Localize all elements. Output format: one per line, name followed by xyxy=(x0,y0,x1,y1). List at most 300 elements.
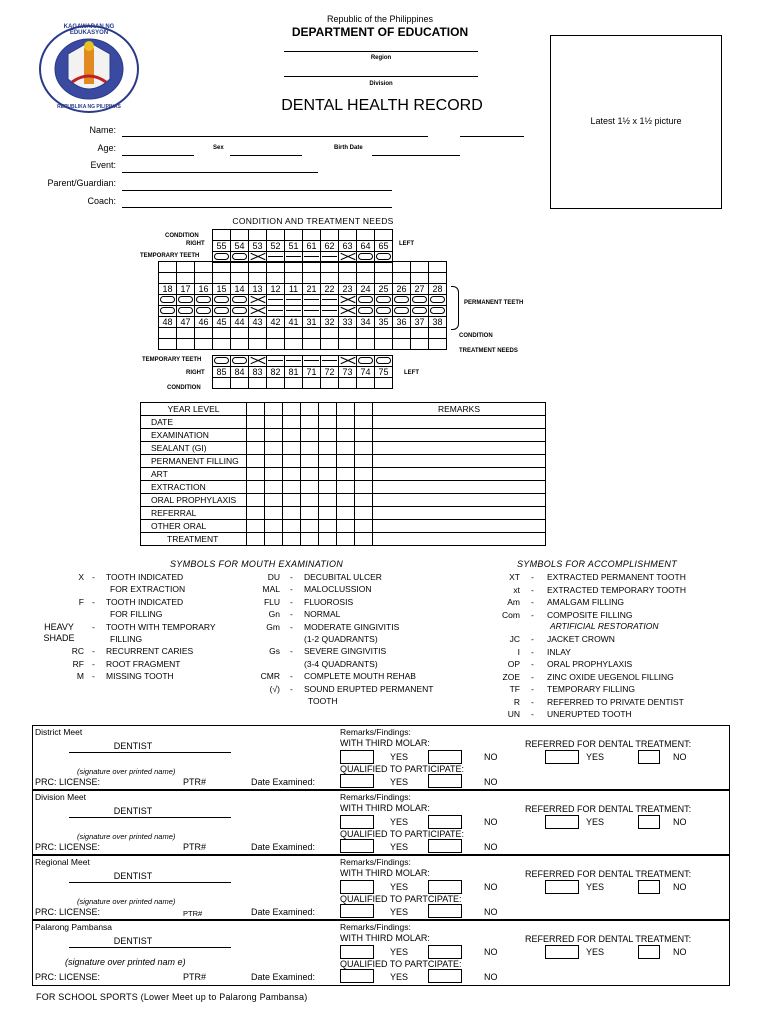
year-cell[interactable] xyxy=(355,533,373,546)
tooth-number: 26 xyxy=(393,284,411,295)
year-cell[interactable] xyxy=(355,403,373,416)
tooth-icon[interactable] xyxy=(214,253,229,260)
tooth-icon[interactable] xyxy=(376,296,391,303)
ptr-label: PTR# xyxy=(183,909,203,918)
symbol-desc: TOOTH INDICATED xyxy=(106,572,184,582)
symbol-desc: COMPLETE MOUTH REHAB xyxy=(304,671,416,682)
year-cell[interactable] xyxy=(319,494,337,507)
bracket-icon xyxy=(451,286,459,330)
photo-box[interactable] xyxy=(550,35,722,209)
name-field[interactable] xyxy=(122,136,428,137)
tooth-icon[interactable] xyxy=(430,307,445,314)
signature-label: (signature over printed name) xyxy=(77,897,176,906)
remarks-cell[interactable] xyxy=(373,481,546,494)
tooth-icon[interactable] xyxy=(358,253,373,260)
symbol-desc: NORMAL xyxy=(304,609,341,620)
year-cell[interactable] xyxy=(283,481,301,494)
tooth-number: 65 xyxy=(375,241,393,252)
year-cell[interactable] xyxy=(265,507,283,520)
year-cell[interactable] xyxy=(319,520,337,533)
tooth-number: 27 xyxy=(411,284,429,295)
qualified-yes-box[interactable] xyxy=(340,904,374,918)
third-molar-no-box[interactable] xyxy=(428,815,462,829)
year-row-label: EXAMINATION xyxy=(141,429,247,442)
symbol-desc: EXTRACTED TEMPORARY TOOTH xyxy=(547,584,687,595)
remarks-cell[interactable] xyxy=(373,533,546,546)
tooth-number: 32 xyxy=(321,317,339,328)
year-cell[interactable] xyxy=(355,494,373,507)
no-label: NO xyxy=(484,882,498,892)
meet-section xyxy=(32,725,730,790)
referred-no-box[interactable] xyxy=(638,880,660,894)
tooth-number: 55 xyxy=(213,241,231,252)
symbol-code: M xyxy=(76,671,84,682)
year-cell[interactable] xyxy=(247,455,265,468)
year-cell[interactable] xyxy=(355,416,373,429)
tooth-number: 13 xyxy=(249,284,267,295)
third-molar-label: WITH THIRD MOLAR: xyxy=(340,868,430,878)
tooth-icon[interactable] xyxy=(394,296,409,303)
tooth-icon[interactable] xyxy=(322,307,337,314)
tooth-icon[interactable] xyxy=(322,296,337,303)
remarks-cell[interactable] xyxy=(373,429,546,442)
tooth-icon[interactable] xyxy=(268,307,283,314)
tooth-icon[interactable] xyxy=(250,296,265,303)
dentist-signature-line[interactable] xyxy=(69,882,231,883)
symbol-dash: - xyxy=(290,671,293,682)
symbol-code: (√) xyxy=(269,683,280,694)
tooth-number: 82 xyxy=(267,367,285,378)
symbol-dash: - xyxy=(531,584,534,595)
symbol-desc: DECUBITAL ULCER xyxy=(304,572,382,582)
department-title: DEPARTMENT OF EDUCATION xyxy=(291,25,469,39)
coach-field[interactable] xyxy=(122,207,392,208)
yes-label: YES xyxy=(390,907,409,917)
third-molar-no-box[interactable] xyxy=(428,880,462,894)
year-cell[interactable] xyxy=(319,455,337,468)
year-cell[interactable] xyxy=(355,520,373,533)
year-cell[interactable] xyxy=(319,429,337,442)
tooth-number: 38 xyxy=(429,317,447,328)
symbol-code: I xyxy=(517,646,520,657)
symbol-code: FLU xyxy=(263,596,280,607)
republic-text: Republic of the Philippines xyxy=(326,14,434,24)
left-label-bottom: LEFT xyxy=(404,370,419,376)
year-cell[interactable] xyxy=(301,429,319,442)
year-cell[interactable] xyxy=(301,533,319,546)
region-label: Region xyxy=(370,55,392,61)
dentist-label: DENTIST xyxy=(113,871,153,881)
treatment-needs-label: TREATMENT NEEDS xyxy=(459,348,518,354)
permanent-teeth-label: PERMANENT TEETH xyxy=(464,300,524,306)
tooth-number: 51 xyxy=(285,241,303,252)
tooth-icon[interactable] xyxy=(286,357,301,364)
tooth-icon[interactable] xyxy=(214,307,229,314)
remarks-label: Remarks/Findings: xyxy=(340,792,411,802)
tooth-icon[interactable] xyxy=(376,357,391,364)
tooth-number: 16 xyxy=(195,284,213,295)
tooth-icon[interactable] xyxy=(376,253,391,260)
signature-label: (signature over printed nam e) xyxy=(65,957,186,967)
tooth-icon[interactable] xyxy=(340,307,355,314)
prc-license-label: PRC: LICENSE: xyxy=(35,907,101,917)
sex-field[interactable] xyxy=(230,155,302,156)
year-level-header: YEAR LEVEL xyxy=(141,403,247,416)
symbol-desc: TOOTH INDICATED xyxy=(106,596,184,607)
year-cell[interactable] xyxy=(337,481,355,494)
tooth-number: 24 xyxy=(357,284,375,295)
tooth-icon[interactable] xyxy=(412,296,427,303)
third-molar-yes-box[interactable] xyxy=(340,945,374,959)
year-cell[interactable] xyxy=(247,442,265,455)
tooth-icon[interactable] xyxy=(196,296,211,303)
year-cell[interactable] xyxy=(265,403,283,416)
tooth-number: 42 xyxy=(267,317,285,328)
symbol-desc: TEMPORARY FILLING xyxy=(547,684,636,694)
dentist-label: DENTIST xyxy=(113,741,153,751)
age-field[interactable] xyxy=(122,155,194,156)
referred-yes-box[interactable] xyxy=(545,750,579,764)
year-cell[interactable] xyxy=(355,429,373,442)
tooth-icon[interactable] xyxy=(160,296,175,303)
remarks-cell[interactable] xyxy=(373,416,546,429)
signature-label: (signature over printed name) xyxy=(77,767,176,776)
chart-title: CONDITION AND TREATMENT NEEDS xyxy=(232,216,394,226)
tooth-number: 28 xyxy=(429,284,447,295)
year-cell[interactable] xyxy=(283,455,301,468)
tooth-icon[interactable] xyxy=(430,296,445,303)
year-cell[interactable] xyxy=(301,494,319,507)
symbol-code: XT xyxy=(509,572,520,582)
tooth-number: 37 xyxy=(411,317,429,328)
dentist-signature-line[interactable] xyxy=(69,947,231,948)
symbol-dash: - xyxy=(290,683,293,694)
referred-no-box[interactable] xyxy=(638,945,660,959)
qualified-no-box[interactable] xyxy=(428,904,462,918)
tooth-icon[interactable] xyxy=(160,307,175,314)
year-cell[interactable] xyxy=(247,416,265,429)
year-cell[interactable] xyxy=(355,455,373,468)
ptr-label: PTR# xyxy=(183,777,207,787)
year-cell[interactable] xyxy=(337,533,355,546)
tooth-number: 75 xyxy=(375,367,393,378)
symbol-dash: - xyxy=(531,709,534,719)
year-row-label: EXTRACTION xyxy=(141,481,247,494)
year-cell[interactable] xyxy=(355,468,373,481)
remarks-cell[interactable] xyxy=(373,455,546,468)
year-cell[interactable] xyxy=(247,429,265,442)
referred-label: REFERRED FOR DENTAL TREATMENT: xyxy=(525,804,692,814)
year-cell[interactable] xyxy=(265,416,283,429)
tooth-number: 84 xyxy=(231,367,249,378)
third-molar-yes-box[interactable] xyxy=(340,815,374,829)
tooth-number: 54 xyxy=(231,241,249,252)
tooth-number: 33 xyxy=(339,317,357,328)
birth-date-field[interactable] xyxy=(372,155,460,156)
tooth-icon[interactable] xyxy=(376,307,391,314)
year-cell[interactable] xyxy=(337,468,355,481)
year-cell[interactable] xyxy=(265,481,283,494)
dentist-signature-line[interactable] xyxy=(69,752,231,753)
remarks-cell[interactable] xyxy=(373,507,546,520)
tooth-icon[interactable] xyxy=(196,307,211,314)
no-label: NO xyxy=(484,752,498,762)
qualified-no-box[interactable] xyxy=(428,969,462,983)
year-cell[interactable] xyxy=(247,468,265,481)
year-cell[interactable] xyxy=(355,481,373,494)
tooth-icon[interactable] xyxy=(358,307,373,314)
year-cell[interactable] xyxy=(355,507,373,520)
yes-label: YES xyxy=(390,777,409,787)
qualified-yes-box[interactable] xyxy=(340,839,374,853)
symbol-dash: - xyxy=(531,684,534,694)
tooth-icon[interactable] xyxy=(232,357,247,364)
third-molar-no-box[interactable] xyxy=(428,750,462,764)
tooth-icon[interactable] xyxy=(304,296,319,303)
tooth-icon[interactable] xyxy=(178,296,193,303)
heavy-shade-label xyxy=(36,622,82,644)
tooth-number: 25 xyxy=(375,284,393,295)
tooth-icon[interactable] xyxy=(250,307,265,314)
tooth-icon[interactable] xyxy=(322,253,337,260)
meet-section xyxy=(32,920,730,986)
year-row-label: OTHER ORAL xyxy=(141,520,247,533)
name-field-extra[interactable] xyxy=(460,136,524,137)
year-row-label: ART xyxy=(141,468,247,481)
remarks-cell[interactable] xyxy=(373,442,546,455)
remarks-cell[interactable] xyxy=(373,494,546,507)
third-molar-label: WITH THIRD MOLAR: xyxy=(340,738,430,748)
year-cell[interactable] xyxy=(337,403,355,416)
year-cell[interactable] xyxy=(247,507,265,520)
year-cell[interactable] xyxy=(301,455,319,468)
temporary-teeth-label-top: TEMPORARY TEETH xyxy=(140,253,200,259)
symbol-desc: AMALGAM FILLING xyxy=(547,597,624,607)
date-examined-label: Date Examined: xyxy=(251,907,316,917)
year-cell[interactable] xyxy=(265,442,283,455)
tooth-number: 85 xyxy=(213,367,231,378)
year-cell[interactable] xyxy=(265,520,283,533)
no-label: NO xyxy=(484,947,498,957)
tooth-icon[interactable] xyxy=(250,357,265,364)
year-cell[interactable] xyxy=(319,481,337,494)
tooth-icon[interactable] xyxy=(340,296,355,303)
year-cell[interactable] xyxy=(283,403,301,416)
tooth-icon[interactable] xyxy=(304,253,319,260)
no-label: NO xyxy=(484,817,498,827)
year-cell[interactable] xyxy=(301,507,319,520)
year-cell[interactable] xyxy=(283,442,301,455)
date-examined-label: Date Examined: xyxy=(251,972,316,982)
yes-label: YES xyxy=(390,882,409,892)
symbol-desc: UNERUPTED TOOTH xyxy=(547,709,632,719)
tooth-icon[interactable] xyxy=(250,253,265,260)
no-label: NO xyxy=(484,972,498,982)
referred-yes-box[interactable] xyxy=(545,815,579,829)
tooth-icon[interactable] xyxy=(178,307,193,314)
year-cell[interactable] xyxy=(337,507,355,520)
referred-no-box[interactable] xyxy=(638,815,660,829)
meet-name: Regional Meet xyxy=(35,857,90,867)
tooth-icon[interactable] xyxy=(412,307,427,314)
no-label: NO xyxy=(673,752,687,762)
year-cell[interactable] xyxy=(265,494,283,507)
year-cell[interactable] xyxy=(247,481,265,494)
referred-label: REFERRED FOR DENTAL TREATMENT: xyxy=(525,869,692,879)
tooth-icon[interactable] xyxy=(286,296,301,303)
symbol-desc: FLUOROSIS xyxy=(304,596,354,607)
year-cell[interactable] xyxy=(319,507,337,520)
year-cell[interactable] xyxy=(301,442,319,455)
referred-no-box[interactable] xyxy=(638,750,660,764)
tooth-number: 11 xyxy=(285,284,303,295)
tooth-number: 61 xyxy=(303,241,321,252)
year-cell[interactable] xyxy=(337,520,355,533)
qualified-label: QUALIFIED TO PARTICIPATE: xyxy=(340,829,465,839)
year-cell[interactable] xyxy=(319,442,337,455)
year-cell[interactable] xyxy=(337,494,355,507)
symbol-desc: INLAY xyxy=(547,646,571,657)
symbol-code: Gn xyxy=(268,609,280,620)
year-cell[interactable] xyxy=(319,416,337,429)
year-cell[interactable] xyxy=(247,520,265,533)
symbol-dash: - xyxy=(531,634,534,644)
symbol-code: TF xyxy=(509,684,520,694)
year-cell[interactable] xyxy=(265,455,283,468)
tooth-number: 17 xyxy=(177,284,195,295)
tooth-icon[interactable] xyxy=(232,253,247,260)
tooth-number: 45 xyxy=(213,317,231,328)
qualified-no-box[interactable] xyxy=(428,839,462,853)
prc-license-label: PRC: LICENSE: xyxy=(35,842,101,852)
third-molar-label: WITH THIRD MOLAR: xyxy=(340,933,430,943)
symbol-code: F xyxy=(78,596,84,607)
lower-temp-teeth-table xyxy=(212,355,393,389)
qualified-no-box[interactable] xyxy=(428,774,462,788)
tooth-icon[interactable] xyxy=(358,296,373,303)
referred-yes-box[interactable] xyxy=(545,945,579,959)
tooth-icon[interactable] xyxy=(232,307,247,314)
prc-license-label: PRC: LICENSE: xyxy=(35,972,101,982)
year-cell[interactable] xyxy=(301,416,319,429)
event-field[interactable] xyxy=(122,172,318,173)
third-molar-no-box[interactable] xyxy=(428,945,462,959)
year-row-label: SEALANT (GI) xyxy=(141,442,247,455)
year-cell[interactable] xyxy=(283,468,301,481)
meet-section xyxy=(32,855,730,920)
remarks-label: Remarks/Findings: xyxy=(340,922,411,932)
tooth-icon[interactable] xyxy=(340,357,355,364)
year-cell[interactable] xyxy=(283,429,301,442)
remarks-cell[interactable] xyxy=(373,468,546,481)
year-cell[interactable] xyxy=(247,403,265,416)
tooth-icon[interactable] xyxy=(322,357,337,364)
tooth-icon[interactable] xyxy=(358,357,373,364)
symbol-dash: - xyxy=(290,621,293,632)
symbol-desc: TOOTH WITH TEMPORARY xyxy=(106,621,216,632)
year-cell[interactable] xyxy=(265,468,283,481)
year-cell[interactable] xyxy=(337,442,355,455)
tooth-icon[interactable] xyxy=(268,357,283,364)
yes-label: YES xyxy=(586,947,605,957)
event-label: Event: xyxy=(90,160,116,170)
year-cell[interactable] xyxy=(283,533,301,546)
qualified-yes-box[interactable] xyxy=(340,969,374,983)
meet-section xyxy=(32,790,730,855)
year-cell[interactable] xyxy=(283,494,301,507)
symbol-dash: - xyxy=(531,646,534,657)
year-cell[interactable] xyxy=(283,507,301,520)
upper-temp-teeth-table xyxy=(212,229,393,263)
year-cell[interactable] xyxy=(337,455,355,468)
year-cell[interactable] xyxy=(319,533,337,546)
tooth-number: 81 xyxy=(285,367,303,378)
tooth-icon[interactable] xyxy=(214,357,229,364)
referred-yes-box[interactable] xyxy=(545,880,579,894)
symbol-dash: - xyxy=(531,597,534,607)
year-cell[interactable] xyxy=(283,416,301,429)
symbol-dash: - xyxy=(290,572,293,582)
tooth-icon[interactable] xyxy=(394,307,409,314)
year-cell[interactable] xyxy=(247,533,265,546)
year-cell[interactable] xyxy=(337,416,355,429)
year-cell[interactable] xyxy=(319,403,337,416)
tooth-icon[interactable] xyxy=(268,253,283,260)
dentist-label: DENTIST xyxy=(113,806,153,816)
dentist-signature-line[interactable] xyxy=(69,817,231,818)
tooth-icon[interactable] xyxy=(286,253,301,260)
year-cell[interactable] xyxy=(301,481,319,494)
symbol-dash: - xyxy=(92,621,95,632)
year-cell[interactable] xyxy=(301,468,319,481)
no-label: NO xyxy=(484,777,498,787)
symbol-code: Gm xyxy=(266,621,280,632)
tooth-icon[interactable] xyxy=(214,296,229,303)
condition-label-bottom: CONDITION xyxy=(167,385,201,391)
symbol-code: MAL xyxy=(262,584,280,595)
tooth-icon[interactable] xyxy=(286,307,301,314)
year-cell[interactable] xyxy=(355,442,373,455)
year-cell[interactable] xyxy=(319,468,337,481)
yes-label: YES xyxy=(390,947,409,957)
prc-license-label: PRC: LICENSE: xyxy=(35,777,101,787)
seal-text-top: KAGAWARAN NG EDUKASYON xyxy=(63,24,115,36)
symbol-dash: - xyxy=(290,584,293,595)
year-cell[interactable] xyxy=(337,429,355,442)
remarks-cell[interactable] xyxy=(373,520,546,533)
tooth-icon[interactable] xyxy=(268,296,283,303)
tooth-icon[interactable] xyxy=(232,296,247,303)
third-molar-yes-box[interactable] xyxy=(340,750,374,764)
year-cell[interactable] xyxy=(301,520,319,533)
parent-field[interactable] xyxy=(122,190,392,191)
symbols-exam-title: SYMBOLS FOR MOUTH EXAMINATION xyxy=(170,559,344,569)
year-cell[interactable] xyxy=(247,494,265,507)
year-cell[interactable] xyxy=(301,403,319,416)
tooth-icon[interactable] xyxy=(304,307,319,314)
yes-label: YES xyxy=(390,817,409,827)
third-molar-yes-box[interactable] xyxy=(340,880,374,894)
qualified-yes-box[interactable] xyxy=(340,774,374,788)
tooth-icon[interactable] xyxy=(304,357,319,364)
year-cell[interactable] xyxy=(265,533,283,546)
tooth-number: 73 xyxy=(339,367,357,378)
year-cell[interactable] xyxy=(265,429,283,442)
symbol-desc: ZINC OXIDE UEGENOL FILLING xyxy=(547,671,674,682)
tooth-icon[interactable] xyxy=(340,253,355,260)
year-cell[interactable] xyxy=(283,520,301,533)
tooth-number: 35 xyxy=(375,317,393,328)
